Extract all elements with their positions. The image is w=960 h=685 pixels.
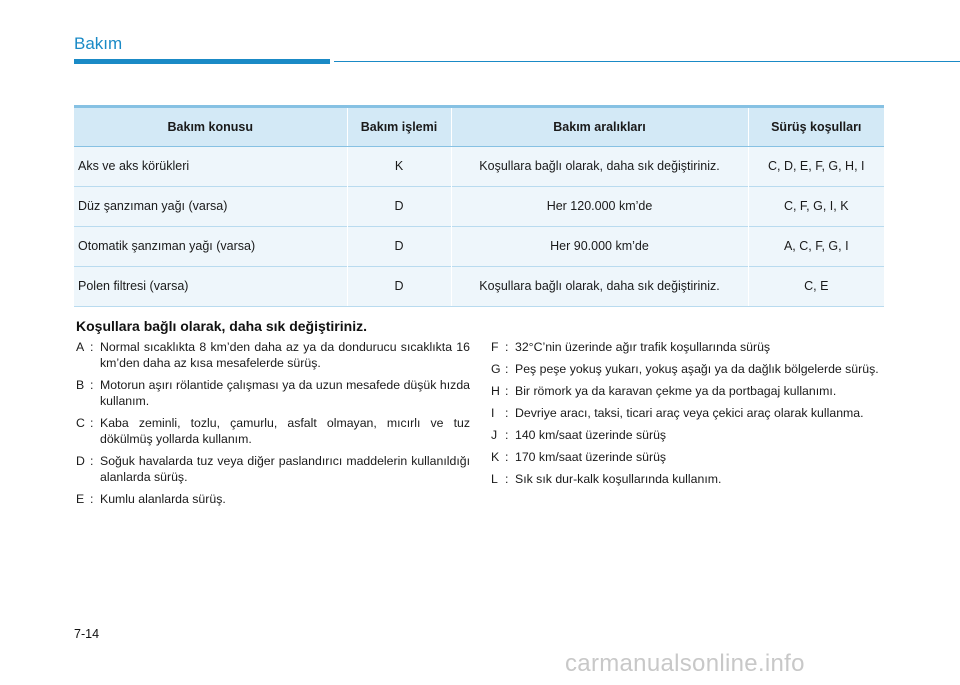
- condition-label: I: [491, 406, 495, 420]
- condition-label: K: [491, 450, 500, 464]
- condition-item: C : Kaba zeminli, tozlu, çamurlu, asfalt olmayan, mıcırlı ve tuz dökülmüş yollarda kullanım.: [76, 416, 470, 446]
- table-row: [74, 227, 884, 267]
- cell-interval: Her 90.000 km’de: [451, 227, 748, 267]
- conditions-heading: Koşullara bağlı olarak, daha sık değiştiriniz.: [76, 318, 367, 334]
- condition-item: E : Kumlu alanlarda sürüş.: [76, 492, 226, 506]
- condition-label: A: [76, 340, 85, 354]
- condition-item: K : 170 km/saat üzerinde sürüş: [491, 450, 667, 464]
- condition-text: Bir römork ya da karavan çekme ya da portbagaj kullanımı.: [515, 384, 837, 398]
- condition-item: A : Normal sıcaklıkta 8 km’den daha az ya da dondurucu sıcaklıkta 16 km’den daha az kısa mesafelerde sürüş.: [76, 340, 470, 370]
- cell-item: Otomatik şanzıman yağı (varsa): [74, 227, 347, 267]
- condition-label: G: [491, 362, 501, 376]
- column-header-operation: Bakım işlemi: [347, 107, 451, 147]
- condition-item: I : Devriye aracı, taksi, ticari araç veya çekici araç olarak kullanma.: [491, 406, 864, 420]
- cell-item: Düz şanzıman yağı (varsa): [74, 187, 347, 227]
- header-rule-thick: [74, 59, 330, 64]
- cell-operation: D: [347, 227, 451, 267]
- watermark: carmanualsonline.info: [565, 650, 805, 677]
- condition-label: D: [76, 454, 85, 468]
- condition-text: 170 km/saat üzerinde sürüş: [515, 450, 667, 464]
- header-rule-thin: [334, 61, 960, 62]
- cell-operation: D: [347, 187, 451, 227]
- cell-conditions: C, E: [748, 267, 884, 307]
- cell-operation: K: [347, 147, 451, 187]
- condition-label: F: [491, 340, 499, 354]
- condition-item: B : Motorun aşırı rölantide çalışması ya da uzun mesafede düşük hızda kullanım.: [76, 378, 470, 408]
- condition-label: H: [491, 384, 500, 398]
- column-header-interval: Bakım aralıkları: [451, 107, 748, 147]
- condition-label: C: [76, 416, 85, 430]
- condition-text: 140 km/saat üzerinde sürüş: [515, 428, 667, 442]
- column-header-item: Bakım konusu: [74, 107, 347, 147]
- page-number: 7-14: [74, 627, 100, 641]
- condition-text: Peş peşe yokuş yukarı, yokuş aşağı ya da dağlık bölgelerde sürüş.: [515, 362, 879, 376]
- condition-text: Kaba zeminli, tozlu, çamurlu, asfalt olmayan, mıcırlı ve tuz dökülmüş yollarda kullanım.: [100, 416, 470, 446]
- condition-text: 32°C’nin üzerinde ağır trafik koşullarında sürüş: [515, 340, 771, 354]
- cell-operation: D: [347, 267, 451, 307]
- condition-item: H : Bir römork ya da karavan çekme ya da portbagaj kullanımı.: [491, 384, 837, 398]
- condition-text: Soğuk havalarda tuz veya diğer paslandırıcı maddelerin kullanıldığı alanlarda sürüş.: [100, 454, 470, 484]
- cell-conditions: C, D, E, F, G, H, I: [748, 147, 884, 187]
- condition-text: Sık sık dur-kalk koşullarında kullanım.: [515, 472, 722, 486]
- table-row: [74, 187, 884, 227]
- condition-text: Motorun aşırı rölantide çalışması ya da uzun mesafede düşük hızda kullanım.: [100, 378, 470, 408]
- column-header-conditions: Sürüş koşulları: [748, 107, 884, 147]
- condition-item: J : 140 km/saat üzerinde sürüş: [491, 428, 667, 442]
- table-row: [74, 267, 884, 307]
- cell-item: Aks ve aks körükleri: [74, 147, 347, 187]
- table-row: [74, 147, 884, 187]
- cell-interval: Koşullara bağlı olarak, daha sık değiştiriniz.: [451, 147, 748, 187]
- condition-label: L: [491, 472, 498, 486]
- cell-conditions: A, C, F, G, I: [748, 227, 884, 267]
- condition-text: Normal sıcaklıkta 8 km’den daha az ya da dondurucu sıcaklıkta 16 km’den daha az kısa mesafelerde sürüş.: [100, 340, 470, 370]
- condition-label: B: [76, 378, 85, 392]
- condition-item: L : Sık sık dur-kalk koşullarında kullanım.: [491, 472, 722, 486]
- condition-item: D : Soğuk havalarda tuz veya diğer paslandırıcı maddelerin kullanıldığı alanlarda sürüş.: [76, 454, 470, 484]
- condition-item: G : Peş peşe yokuş yukarı, yokuş aşağı ya da dağlık bölgelerde sürüş.: [491, 362, 879, 376]
- condition-text: Devriye aracı, taksi, ticari araç veya çekici araç olarak kullanma.: [515, 406, 864, 420]
- cell-item: Polen filtresi (varsa): [74, 267, 347, 307]
- table-header-row: [74, 107, 884, 147]
- conditions-list-right: [491, 339, 885, 493]
- conditions-list-left: [76, 339, 470, 513]
- section-title: Bakım: [74, 34, 123, 53]
- condition-label: J: [491, 428, 498, 442]
- condition-text: Kumlu alanlarda sürüş.: [100, 492, 226, 506]
- condition-item: F : 32°C’nin üzerinde ağır trafik koşullarında sürüş: [491, 340, 771, 354]
- cell-interval: Koşullara bağlı olarak, daha sık değiştiriniz.: [451, 267, 748, 307]
- maintenance-table: [74, 105, 884, 307]
- condition-label: E: [76, 492, 85, 506]
- cell-conditions: C, F, G, I, K: [748, 187, 884, 227]
- cell-interval: Her 120.000 km’de: [451, 187, 748, 227]
